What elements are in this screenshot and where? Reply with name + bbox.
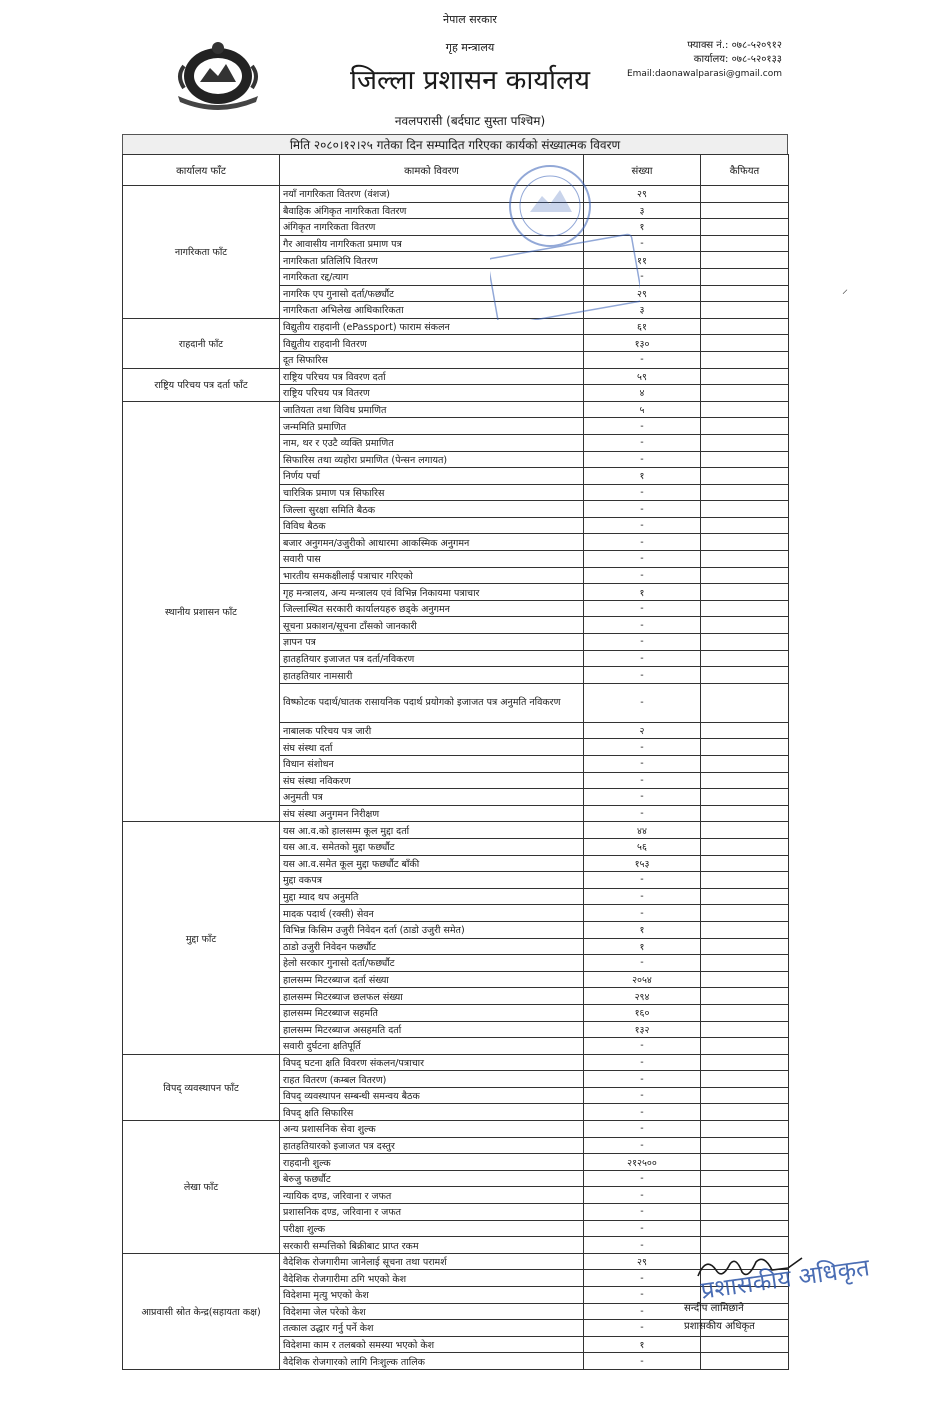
remarks-cell xyxy=(701,988,789,1005)
work-description: यस आ.व.समेत कूल मुद्दा फर्छ्यौट बाँकी xyxy=(280,855,584,872)
work-description: हातहतियार इजाजत पत्र दर्ता/नविकरण xyxy=(280,650,584,667)
work-count: १६० xyxy=(584,1004,701,1021)
remarks-cell xyxy=(701,617,789,634)
ministry-name: गृह मन्त्रालय xyxy=(445,41,495,54)
work-description: जातियता तथा विविध प्रमाणित xyxy=(280,401,584,418)
remarks-cell xyxy=(701,451,789,468)
remarks-cell xyxy=(701,1170,789,1187)
nepal-emblem-icon xyxy=(170,36,266,112)
work-count: - xyxy=(584,1054,701,1071)
work-count: ४४ xyxy=(584,822,701,839)
work-count: ५६ xyxy=(584,838,701,855)
table-row xyxy=(123,186,789,203)
work-description: तत्काल उद्धार गर्नु पर्ने केश xyxy=(280,1320,584,1337)
work-description: विभिन्न किसिम उजुरी निवेदन दर्ता (ठाडो उजुरी समेत) xyxy=(280,921,584,938)
remarks-cell xyxy=(701,971,789,988)
work-count: - xyxy=(584,1121,701,1138)
work-description: ज्ञापन पत्र xyxy=(280,634,584,651)
work-description: हातहतियारको इजाजत पत्र दस्तुर xyxy=(280,1137,584,1154)
section-name: आप्रवासी स्रोत केन्द्र(सहायता कक्ष) xyxy=(123,1253,280,1369)
work-count: ५ xyxy=(584,401,701,418)
report-table xyxy=(122,154,789,1370)
work-count: - xyxy=(584,1137,701,1154)
remarks-cell xyxy=(701,484,789,501)
work-description: न्यायिक दण्ड, जरिवाना र जफत xyxy=(280,1187,584,1204)
work-count: - xyxy=(584,739,701,756)
work-description: नागरिकता अभिलेख आधिकारिकता xyxy=(280,302,584,319)
work-description: विपद् व्यवस्थापन सम्बन्धी समन्वय बैठक xyxy=(280,1087,584,1104)
work-description: नागरिक एप गुनासो दर्ता/फर्छ्यौट xyxy=(280,285,584,302)
work-description: अन्य प्रशासनिक सेवा शुल्क xyxy=(280,1121,584,1138)
work-description: निर्णय पर्चा xyxy=(280,468,584,485)
work-count: १ xyxy=(584,584,701,601)
work-description: हालसम्म मिटरब्याज छलफल संख्या xyxy=(280,988,584,1005)
work-count: - xyxy=(584,905,701,922)
remarks-cell xyxy=(701,905,789,922)
remarks-cell xyxy=(701,368,789,385)
remarks-cell xyxy=(701,1220,789,1237)
work-count: - xyxy=(584,235,701,252)
remarks-cell xyxy=(701,434,789,451)
remarks-cell xyxy=(701,1121,789,1138)
remarks-cell xyxy=(701,921,789,938)
work-description: बैवाहिक अंगिकृत नागरिकता वितरण xyxy=(280,202,584,219)
remarks-cell xyxy=(701,772,789,789)
remarks-cell xyxy=(701,335,789,352)
remarks-cell xyxy=(701,955,789,972)
work-count: - xyxy=(584,418,701,435)
work-count: २०५४ xyxy=(584,971,701,988)
remarks-cell xyxy=(701,1104,789,1121)
remarks-cell xyxy=(701,822,789,839)
column-header: संख्या xyxy=(584,155,701,186)
work-count: २९ xyxy=(584,285,701,302)
work-description: विदेशमा जेल परेको केश xyxy=(280,1303,584,1320)
section-name: राष्ट्रिय परिचय पत्र दर्ता फाँट xyxy=(123,368,280,401)
work-description: विपद् घटना क्षति विवरण संकलन/पत्राचार xyxy=(280,1054,584,1071)
work-count: - xyxy=(584,451,701,468)
work-description: मुद्दा म्याद थप अनुमति xyxy=(280,888,584,905)
work-description: विदेशमा मृत्यु भएको केश xyxy=(280,1287,584,1304)
work-count: - xyxy=(584,1038,701,1055)
work-count: - xyxy=(584,1270,701,1287)
work-count: १ xyxy=(584,468,701,485)
column-header: कार्यालय फाँट xyxy=(123,155,280,186)
remarks-cell xyxy=(701,855,789,872)
work-description: सरकारी सम्पत्तिको बिक्रीबाट प्राप्त रकम xyxy=(280,1237,584,1254)
table-header-row xyxy=(123,155,789,186)
government-name: नेपाल सरकार xyxy=(443,13,497,26)
work-description: विधान संशोधन xyxy=(280,756,584,773)
table-row xyxy=(123,1054,789,1071)
remarks-cell xyxy=(701,838,789,855)
work-count: - xyxy=(584,351,701,368)
remarks-cell xyxy=(701,756,789,773)
work-description: हेलो सरकार गुनासो दर्ता/फर्छ्यौट xyxy=(280,955,584,972)
report-title: मिति २०८०।१२।२५ गतेका दिन सम्पादित गरिएका कार्यको संख्यात्मक विवरण xyxy=(122,134,788,154)
remarks-cell xyxy=(701,1071,789,1088)
remarks-cell xyxy=(701,1021,789,1038)
work-description: राहदानी शुल्क xyxy=(280,1154,584,1171)
work-description: जिल्ला सुरक्षा समिति बैठक xyxy=(280,501,584,518)
work-count: १५३ xyxy=(584,855,701,872)
table-row xyxy=(123,822,789,839)
remarks-cell xyxy=(701,517,789,534)
work-description: विष्फोटक पदार्थ/घातक रासायनिक पदार्थ प्रयोगको इजाजत पत्र अनुमति नविकरण xyxy=(280,683,584,722)
work-count: - xyxy=(584,888,701,905)
work-description: गैर आवासीय नागरिकता प्रमाण पत्र xyxy=(280,235,584,252)
section-name: विपद् व्यवस्थापन फाँट xyxy=(123,1054,280,1120)
remarks-cell xyxy=(701,938,789,955)
table-row xyxy=(123,318,789,335)
work-count: २९४ xyxy=(584,988,701,1005)
work-description: वैदेशिक रोजगारीमा जानेलाई सूचना तथा परामर्श xyxy=(280,1253,584,1270)
remarks-cell xyxy=(701,1154,789,1171)
work-count: १ xyxy=(584,1336,701,1353)
work-description: विद्युतीय राहदानी वितरण xyxy=(280,335,584,352)
work-count: ३ xyxy=(584,302,701,319)
work-count: १ xyxy=(584,219,701,236)
work-count: - xyxy=(584,1071,701,1088)
work-description: भारतीय समकक्षीलाई पत्राचार गरिएको xyxy=(280,567,584,584)
remarks-cell xyxy=(701,385,789,402)
remarks-cell xyxy=(701,584,789,601)
remarks-cell xyxy=(701,1187,789,1204)
work-description: प्रशासनिक दण्ड, जरिवाना र जफत xyxy=(280,1204,584,1221)
work-description: यस आ.व.को हालसम्म कूल मुद्दा दर्ता xyxy=(280,822,584,839)
work-count: - xyxy=(584,1220,701,1237)
work-count: - xyxy=(584,1204,701,1221)
remarks-cell xyxy=(701,1336,789,1353)
work-count: - xyxy=(584,617,701,634)
remarks-cell xyxy=(701,235,789,252)
work-count: २९ xyxy=(584,186,701,203)
remarks-cell xyxy=(701,351,789,368)
work-description: सूचना प्रकाशन/सूचना टाँसको जानकारी xyxy=(280,617,584,634)
remarks-cell xyxy=(701,805,789,822)
work-count: - xyxy=(584,1187,701,1204)
remarks-cell xyxy=(701,1353,789,1370)
work-count: - xyxy=(584,434,701,451)
remarks-cell xyxy=(701,1054,789,1071)
work-count: - xyxy=(584,1087,701,1104)
remarks-cell xyxy=(701,285,789,302)
work-count: १३२ xyxy=(584,1021,701,1038)
work-count: - xyxy=(584,683,701,722)
fax-number: फ्याक्स नं.: ०७८-५२०९१२ xyxy=(687,40,782,51)
remarks-cell xyxy=(701,418,789,435)
remarks-cell xyxy=(701,268,789,285)
work-count: - xyxy=(584,1170,701,1187)
work-description: अंगिकृत नागरिकता वितरण xyxy=(280,219,584,236)
office-phone: कार्यालय: ०७८-५२०१३३ xyxy=(693,54,782,65)
remarks-cell xyxy=(701,302,789,319)
work-description: संघ संस्था दर्ता xyxy=(280,739,584,756)
remarks-cell xyxy=(701,501,789,518)
remarks-cell xyxy=(701,667,789,684)
work-description: वैदेशिक रोजगारको लागि निःशुल्क तालिक xyxy=(280,1353,584,1370)
signatory-name: सन्दीप लामिछाने xyxy=(684,1303,744,1314)
remarks-cell xyxy=(701,567,789,584)
work-count: ६१ xyxy=(584,318,701,335)
work-description: नयाँ नागरिकता वितरण (वंशज) xyxy=(280,186,584,203)
work-count: - xyxy=(584,1104,701,1121)
work-count: - xyxy=(584,872,701,889)
work-description: ठाडो उजुरी निवेदन फर्छ्यौट xyxy=(280,938,584,955)
work-description: मादक पदार्थ (रक्सी) सेवन xyxy=(280,905,584,922)
remarks-cell xyxy=(701,634,789,651)
work-description: वैदेशिक रोजगारीमा ठगि भएको केश xyxy=(280,1270,584,1287)
work-description: विद्युतीय राहदानी (ePassport) फाराम संकलन xyxy=(280,318,584,335)
email-address: Email:daonawalparasi@gmail.com xyxy=(626,69,782,79)
work-description: हालसम्म मिटरब्याज दर्ता संख्या xyxy=(280,971,584,988)
work-count: २१२५०० xyxy=(584,1154,701,1171)
designation-stamp: प्रशासकीय अधिकृत xyxy=(698,1253,872,1305)
remarks-cell xyxy=(701,872,789,889)
work-description: दूत सिफारिस xyxy=(280,351,584,368)
remarks-cell xyxy=(701,1237,789,1254)
section-name: लेखा फाँट xyxy=(123,1121,280,1254)
work-count: - xyxy=(584,501,701,518)
work-count: ५९ xyxy=(584,368,701,385)
work-description: नाबालक परिचय पत्र जारी xyxy=(280,722,584,739)
work-description: राष्ट्रिय परिचय पत्र वितरण xyxy=(280,385,584,402)
work-description: विविध बैठक xyxy=(280,517,584,534)
remarks-cell xyxy=(701,1004,789,1021)
work-count: - xyxy=(584,484,701,501)
work-count: ३ xyxy=(584,202,701,219)
remarks-cell xyxy=(701,202,789,219)
work-count: - xyxy=(584,634,701,651)
work-description: अनुमती पत्र xyxy=(280,789,584,806)
work-count: १ xyxy=(584,938,701,955)
remarks-cell xyxy=(701,650,789,667)
work-count: - xyxy=(584,517,701,534)
remarks-cell xyxy=(701,318,789,335)
work-count: ११ xyxy=(584,252,701,269)
edge-mark: ⸝ xyxy=(842,282,849,296)
work-count: - xyxy=(584,789,701,806)
office-title: जिल्ला प्रशासन कार्यालय xyxy=(350,65,590,96)
column-header: कामको विवरण xyxy=(280,155,584,186)
remarks-cell xyxy=(701,401,789,418)
remarks-cell xyxy=(701,551,789,568)
work-description: राहत वितरण (कम्बल वितरण) xyxy=(280,1071,584,1088)
work-count: - xyxy=(584,551,701,568)
remarks-cell xyxy=(701,534,789,551)
remarks-cell xyxy=(701,600,789,617)
work-description: हातहतियार नामसारी xyxy=(280,667,584,684)
table-row xyxy=(123,368,789,385)
office-seal-icon xyxy=(490,160,640,320)
work-description: यस आ.व. समेतको मुद्दा फर्छ्यौट xyxy=(280,838,584,855)
work-count: - xyxy=(584,1287,701,1304)
work-description: हालसम्म मिटरब्याज असहमति दर्ता xyxy=(280,1021,584,1038)
work-count: - xyxy=(584,534,701,551)
work-description: संघ संस्था नविकरण xyxy=(280,772,584,789)
contact-block xyxy=(627,39,782,81)
work-count: - xyxy=(584,1303,701,1320)
remarks-cell xyxy=(701,888,789,905)
work-description: राष्ट्रिय परिचय पत्र विवरण दर्ता xyxy=(280,368,584,385)
work-description: सवारी पास xyxy=(280,551,584,568)
work-description: नाम, थर र एउटै व्यक्ति प्रमाणित xyxy=(280,434,584,451)
work-count: - xyxy=(584,650,701,667)
remarks-cell xyxy=(701,252,789,269)
work-count: ४ xyxy=(584,385,701,402)
work-description: गृह मन्त्रालय, अन्य मन्त्रालय एवं विभिन्न निकायमा पत्राचार xyxy=(280,584,584,601)
remarks-cell xyxy=(701,219,789,236)
work-description: संघ संस्था अनुगमन निरीक्षण xyxy=(280,805,584,822)
work-description: सिफारिस तथा व्यहोरा प्रमाणित (पेन्सन लगायत) xyxy=(280,451,584,468)
work-count: - xyxy=(584,667,701,684)
work-count: १ xyxy=(584,921,701,938)
table-row xyxy=(123,1253,789,1270)
work-count: २ xyxy=(584,722,701,739)
remarks-cell xyxy=(701,683,789,722)
remarks-cell xyxy=(701,1038,789,1055)
work-description: परीक्षा शुल्क xyxy=(280,1220,584,1237)
work-description: नागरिकता रद्द/त्याग xyxy=(280,268,584,285)
work-count: - xyxy=(584,1237,701,1254)
column-header: कैफियत xyxy=(701,155,789,186)
table-row xyxy=(123,401,789,418)
work-count: - xyxy=(584,1320,701,1337)
district-name: नवलपरासी (बर्दघाट सुस्ता पश्चिम) xyxy=(394,114,546,128)
remarks-cell xyxy=(701,1087,789,1104)
work-description: जिल्लास्थित सरकारी कार्यालयहरु छड्के अनुगमन xyxy=(280,600,584,617)
work-description: विपद् क्षति सिफारिस xyxy=(280,1104,584,1121)
work-description: जन्ममिति प्रमाणित xyxy=(280,418,584,435)
section-name: नागरिकता फाँट xyxy=(123,186,280,319)
section-name: स्थानीय प्रशासन फाँट xyxy=(123,401,280,822)
section-name: राहदानी फाँट xyxy=(123,318,280,368)
remarks-cell xyxy=(701,739,789,756)
work-description: सवारी दुर्घटना क्षतिपूर्ति xyxy=(280,1038,584,1055)
work-description: बजार अनुगमन/उजुरीको आधारमा आकस्मिक अनुगमन xyxy=(280,534,584,551)
work-count: - xyxy=(584,567,701,584)
remarks-cell xyxy=(701,789,789,806)
table-body xyxy=(123,186,789,1370)
work-count: - xyxy=(584,600,701,617)
work-count: १३० xyxy=(584,335,701,352)
work-count: - xyxy=(584,955,701,972)
signatory-designation: प्रशासकीय अधिकृत xyxy=(684,1321,755,1332)
remarks-cell xyxy=(701,1204,789,1221)
work-count: - xyxy=(584,756,701,773)
work-count: २९ xyxy=(584,1253,701,1270)
table-row xyxy=(123,1121,789,1138)
work-description: नागरिकता प्रतिलिपि वितरण xyxy=(280,252,584,269)
work-count: - xyxy=(584,1353,701,1370)
remarks-cell xyxy=(701,186,789,203)
work-count: - xyxy=(584,805,701,822)
remarks-cell xyxy=(701,468,789,485)
work-description: मुद्दा वकपत्र xyxy=(280,872,584,889)
section-name: मुद्दा फाँट xyxy=(123,822,280,1054)
work-description: चारित्रिक प्रमाण पत्र सिफारिस xyxy=(280,484,584,501)
work-count: - xyxy=(584,772,701,789)
remarks-cell xyxy=(701,722,789,739)
work-description: हालसम्म मिटरब्याज सहमति xyxy=(280,1004,584,1021)
remarks-cell xyxy=(701,1137,789,1154)
work-count: - xyxy=(584,268,701,285)
work-description: विदेशमा काम र तलबको समस्या भएको केश xyxy=(280,1336,584,1353)
work-description: बेरुजु फर्छ्यौट xyxy=(280,1170,584,1187)
